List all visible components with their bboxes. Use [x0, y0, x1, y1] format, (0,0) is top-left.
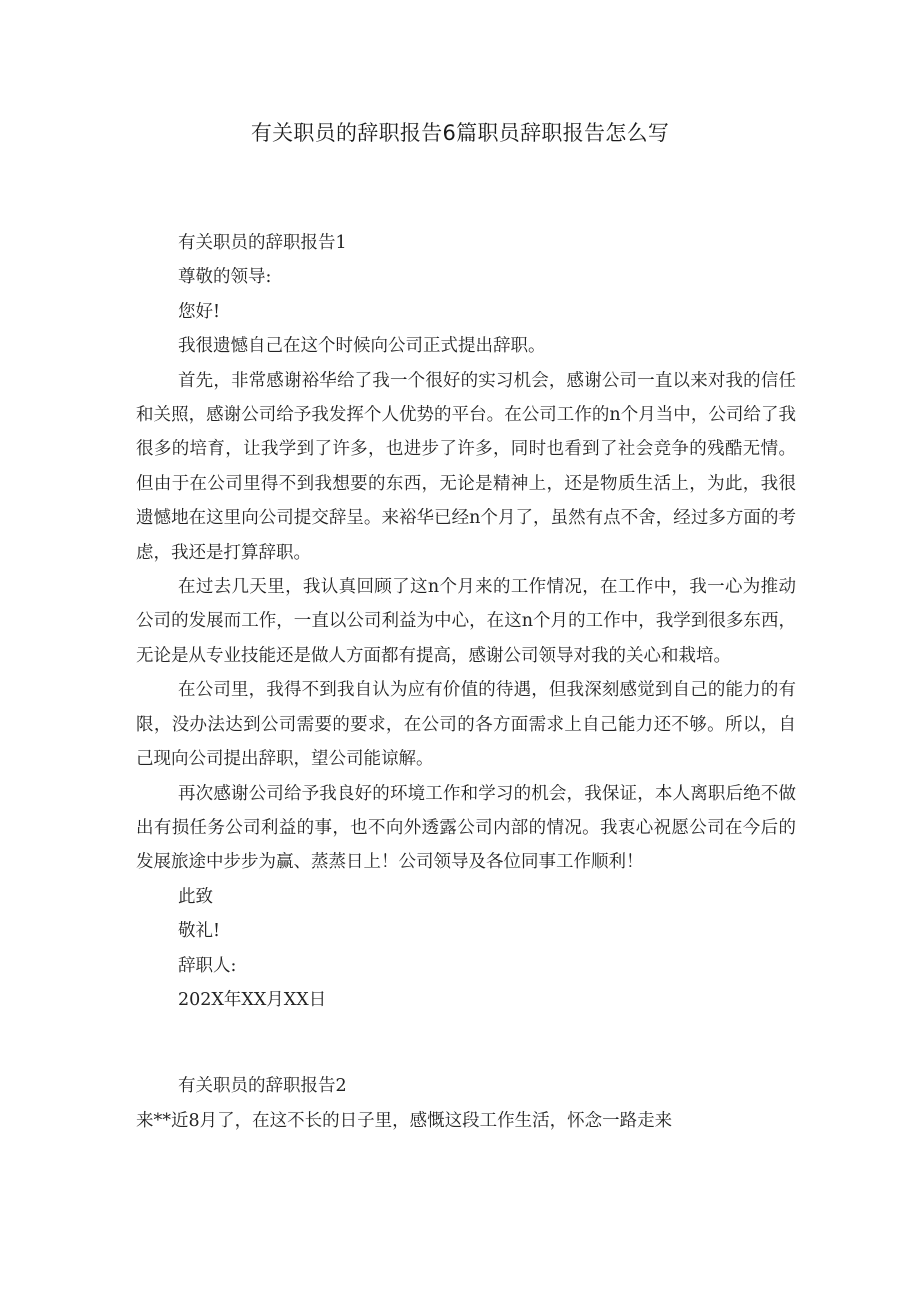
- report-2-heading: 有关职员的辞职报告2: [178, 1076, 347, 1097]
- body-paragraph: 在过去几天里，我认真回顾了这n个月来的工作情况，在工作中，我一心为推动公司的发展而工作，一直以公司利益为中心，在这n个月的工作中，我学到很多东西，无论是从专业技能还是做人方面都有提高，感谢公司领导对我的关心和栽培。: [136, 577, 796, 666]
- signature-date: 202X年XX月XX日: [178, 989, 327, 1010]
- section-spacer: [136, 1017, 796, 1069]
- document-title: 有关职员的辞职报告6篇职员辞职报告怎么写: [250, 121, 670, 145]
- opening-line: 我很遗憾自己在这个时候向公司正式提出辞职。: [178, 336, 546, 357]
- body-paragraph: 再次感谢公司给予我良好的环境工作和学习的机会，我保证，本人离职后绝不做出有损任务公司利益的事，也不向外透露公司内部的情况。我衷心祝愿公司在今后的发展旅途中步步为赢、蒸蒸日上！公司领导及各位同事工作顺利！: [136, 783, 796, 873]
- closing-1: 此致: [178, 886, 213, 907]
- closing-2: 敬礼!: [178, 921, 221, 942]
- salutation: 尊敬的领导:: [178, 267, 272, 288]
- greeting: 您好!: [178, 301, 221, 322]
- report-2-first-line: 来**近8月了，在这不长的日子里，感慨这段工作生活，怀念一路走来: [136, 1110, 673, 1131]
- body-paragraph: 在公司里，我得不到我自认为应有价值的待遇，但我深刻感觉到自己的能力的有限，没办法达到公司需要的要求，在公司的各方面需求上自己能力还不够。所以，自己现向公司提出辞职，望公司能谅解。: [136, 680, 796, 770]
- body-paragraph: 首先，非常感谢裕华给了我一个很好的实习机会，感谢公司一直以来对我的信任和关照，感谢公司给予我发挥个人优势的平台。在公司工作的n个月当中，公司给了我很多的培育，让我学到了许多，也进步了许多，同时也看到了社会竞争的残酷无情。但由于在公司里得不到我想要的东西，无论是精神上，还是物质生活上，为此，我很遗憾地在这里向公司提交辞呈。来裕华已经n个月了，虽然有点不舍，经过多方面的考虑，我还是打算辞职。: [136, 370, 796, 563]
- document-body: [136, 226, 796, 1138]
- report-1-heading: 有关职员的辞职报告1: [178, 233, 347, 253]
- signer-label: 辞职人:: [178, 955, 237, 976]
